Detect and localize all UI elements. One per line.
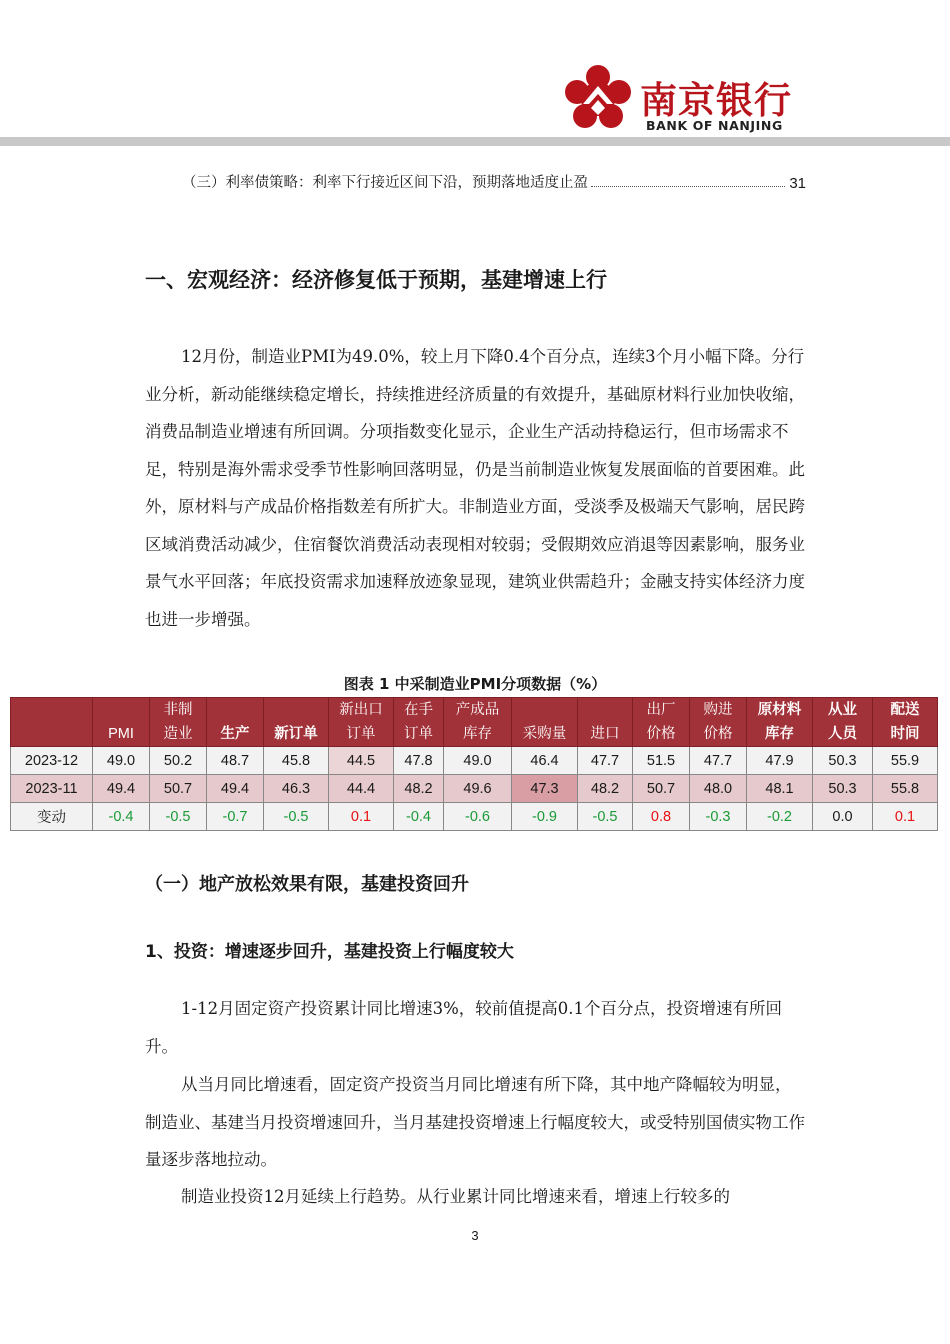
subsubsection-heading: 1、投资：增速逐步回升，基建投资上行幅度较大	[145, 942, 514, 962]
body-paragraph: 制造业投资12月延续上行趋势。从行业累计同比增速来看，增速上行较多的	[181, 1187, 730, 1206]
toc-leader-dots	[591, 186, 785, 187]
change-cell: -0.9	[512, 803, 578, 831]
change-cell: -0.3	[690, 803, 747, 831]
table-cell: 45.8	[264, 747, 329, 775]
table-cell: 50.3	[813, 775, 873, 803]
toc-page-number: 31	[789, 175, 806, 192]
toc-entry[interactable]	[182, 170, 806, 192]
brand-name-en: BANK OF NANJING	[646, 118, 783, 133]
section-heading: 一、宏观经济：经济修复低于预期，基建增速上行	[145, 268, 607, 292]
header-divider	[0, 137, 950, 146]
header-cell: 购进 价格	[690, 698, 747, 747]
change-cell: -0.5	[264, 803, 329, 831]
change-cell: -0.5	[578, 803, 633, 831]
table-caption: 图表 1 中采制造业PMI分项数据（%）	[343, 675, 607, 693]
header-cell: 采购量	[512, 698, 578, 747]
table-cell: 50.7	[633, 775, 690, 803]
table-cell: 49.4	[207, 775, 264, 803]
header-cell: 出厂 价格	[633, 698, 690, 747]
body-paragraph: 从当月同比增速看，固定资产投资当月同比增速有所下降，其中地产降幅较为明显，制造业、基建当月投资增速回升，当月基建投资增速上行幅度较大，或受特别国债实物工作量逐步落地拉动。	[145, 1075, 805, 1169]
change-cell: -0.5	[150, 803, 207, 831]
table-cell: 47.7	[578, 747, 633, 775]
table-cell: 48.0	[690, 775, 747, 803]
table-cell: 46.4	[512, 747, 578, 775]
table-cell: 49.4	[93, 775, 150, 803]
header-cell: 原材料 库存	[747, 698, 813, 747]
change-cell: 0.0	[813, 803, 873, 831]
table-cell: 47.9	[747, 747, 813, 775]
table-row	[11, 775, 938, 803]
table-cell: 51.5	[633, 747, 690, 775]
row-label: 2023-11	[11, 775, 93, 803]
brand-name-cn: 南京银行	[640, 79, 792, 122]
table-cell: 49.6	[444, 775, 512, 803]
header-cell: 非制 造业	[150, 698, 207, 747]
page-number: 3	[471, 1228, 479, 1243]
change-cell: -0.4	[93, 803, 150, 831]
table-cell: 48.7	[207, 747, 264, 775]
pmi-table	[10, 697, 938, 831]
change-cell: -0.7	[207, 803, 264, 831]
row-label: 2023-12	[11, 747, 93, 775]
row-label: 变动	[11, 803, 93, 831]
change-cell: 0.1	[873, 803, 938, 831]
header-cell	[11, 698, 93, 747]
table-cell: 48.2	[394, 775, 444, 803]
table-cell: 49.0	[93, 747, 150, 775]
header-cell: 配送 时间	[873, 698, 938, 747]
table-cell: 47.7	[690, 747, 747, 775]
change-cell: -0.2	[747, 803, 813, 831]
table-header-row	[11, 698, 938, 747]
change-cell: 0.1	[329, 803, 394, 831]
table-cell: 50.3	[813, 747, 873, 775]
table-cell: 48.2	[578, 775, 633, 803]
bank-logo-icon	[563, 64, 633, 134]
header-cell: 新订单	[264, 698, 329, 747]
header-cell: 生产	[207, 698, 264, 747]
table-row	[11, 803, 938, 831]
table-cell: 55.9	[873, 747, 938, 775]
header-cell: 新出口 订单	[329, 698, 394, 747]
table-cell: 47.3	[512, 775, 578, 803]
header-cell: PMI	[93, 698, 150, 747]
table-cell: 44.4	[329, 775, 394, 803]
change-cell: -0.4	[394, 803, 444, 831]
table-row	[11, 747, 938, 775]
table-cell: 48.1	[747, 775, 813, 803]
table-cell: 55.8	[873, 775, 938, 803]
header-cell: 进口	[578, 698, 633, 747]
table-cell: 46.3	[264, 775, 329, 803]
subsection-heading: （一）地产放松效果有限，基建投资回升	[145, 874, 469, 895]
table-cell: 49.0	[444, 747, 512, 775]
header-cell: 从业 人员	[813, 698, 873, 747]
toc-entry-title: （三）利率债策略：利率下行接近区间下沿，预期落地适度止盈	[182, 175, 588, 191]
header-cell: 在手 订单	[394, 698, 444, 747]
change-cell: -0.6	[444, 803, 512, 831]
section-paragraph: 12月份，制造业PMI为49.0%，较上月下降0.4个百分点，连续3个月小幅下降。分行业分析，新动能继续稳定增长，持续推进经济质量的有效提升，基础原材料行业加快收缩，消费品制造业增速有所回调。分项指数变化显示，企业生产活动持稳运行，但市场需求不足，特别是海外需求受季节性影响回落明显，仍是当前制造业恢复发展面临的首要困难。此外，原材料与产成品价格指数差有所扩大。非制造业方面，受淡季及极端天气影响，居民跨区域消费活动减少，住宿餐饮消费活动表现相对较弱；受假期效应消退等因素影响，服务业景气水平回落；年底投资需求加速释放迹象显现，建筑业供需趋升；金融支持实体经济力度也进一步增强。	[145, 347, 805, 629]
table-cell: 50.7	[150, 775, 207, 803]
table-cell: 47.8	[394, 747, 444, 775]
table-cell: 50.2	[150, 747, 207, 775]
table-cell: 44.5	[329, 747, 394, 775]
change-cell: 0.8	[633, 803, 690, 831]
body-paragraph: 1-12月固定资产投资累计同比增速3%，较前值提高0.1个百分点，投资增速有所回升。	[145, 999, 782, 1056]
header-cell: 产成品 库存	[444, 698, 512, 747]
